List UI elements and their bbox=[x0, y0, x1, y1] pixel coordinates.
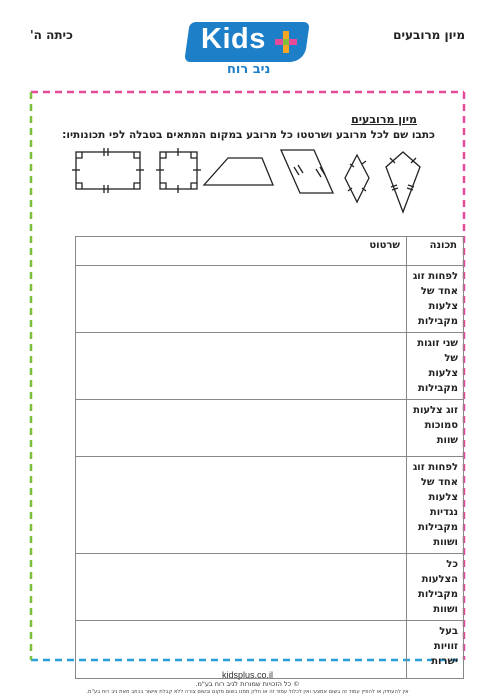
drawing-cell[interactable] bbox=[76, 333, 407, 400]
parallelogram-shape bbox=[281, 150, 333, 193]
trapezoid-shape bbox=[204, 158, 273, 185]
property-cell: שני זוגות של צלעות מקבילות bbox=[407, 333, 464, 400]
square-shape bbox=[156, 148, 201, 193]
property-cell: לפחות זוג אחד של צלעות מקבילות bbox=[407, 266, 464, 333]
topic-label: מיון מרובעים bbox=[393, 28, 465, 42]
logo-sub-text: ניב רוח bbox=[227, 62, 271, 77]
drawing-column-header: שרטוט bbox=[76, 237, 407, 266]
kite-shape bbox=[386, 152, 420, 212]
rhombus-shape bbox=[345, 155, 369, 202]
drawing-cell[interactable] bbox=[76, 457, 407, 554]
footer-legal: אין להעתיק או להפיץ עמוד זה בשום אמצעי ואין לכלול עמוד זה או חלק ממנו בשום מקום ובשום צורה ללא קבלת אישור בכתב מאת ניב רוח בע"מ. bbox=[86, 689, 409, 695]
table-header-row bbox=[76, 237, 464, 266]
table-row bbox=[76, 400, 464, 457]
worksheet-title: מיון מרובעים bbox=[351, 113, 417, 126]
footer-copyright: © כל הזכויות שמורות לניב רוח בע"מ. bbox=[195, 680, 300, 688]
rectangle-shape bbox=[72, 148, 144, 193]
property-column-header: תכונה bbox=[407, 237, 464, 266]
property-cell: זוג צלעות סמוכות שוות bbox=[407, 400, 464, 457]
drawing-cell[interactable] bbox=[76, 400, 407, 457]
property-cell: כל הצלעות מקבילות ושוות bbox=[407, 554, 464, 621]
footer-url: kidsplus.co.il bbox=[221, 670, 274, 680]
quadrilateral-shapes bbox=[68, 145, 428, 215]
logo-brand-text: Kids bbox=[201, 23, 266, 55]
table-row bbox=[76, 266, 464, 333]
table-row bbox=[76, 333, 464, 400]
kids-logo bbox=[187, 22, 311, 80]
table-row bbox=[76, 457, 464, 554]
table-row bbox=[76, 554, 464, 621]
plus-icon bbox=[275, 31, 297, 53]
grade-label: כיתה ה' bbox=[30, 28, 73, 42]
properties-table bbox=[75, 236, 464, 679]
property-cell: בעל זוויות ישרות bbox=[407, 621, 464, 679]
drawing-cell[interactable] bbox=[76, 266, 407, 333]
worksheet-instructions: כתבו שם לכל מרובע ושרטטו כל מרובע במקום המתאים בטבלה לפי תכונותיו: bbox=[62, 129, 435, 141]
drawing-cell[interactable] bbox=[76, 554, 407, 621]
property-cell: לפחות זוג אחד של צלעות נגדיות מקבילות ושוות bbox=[407, 457, 464, 554]
